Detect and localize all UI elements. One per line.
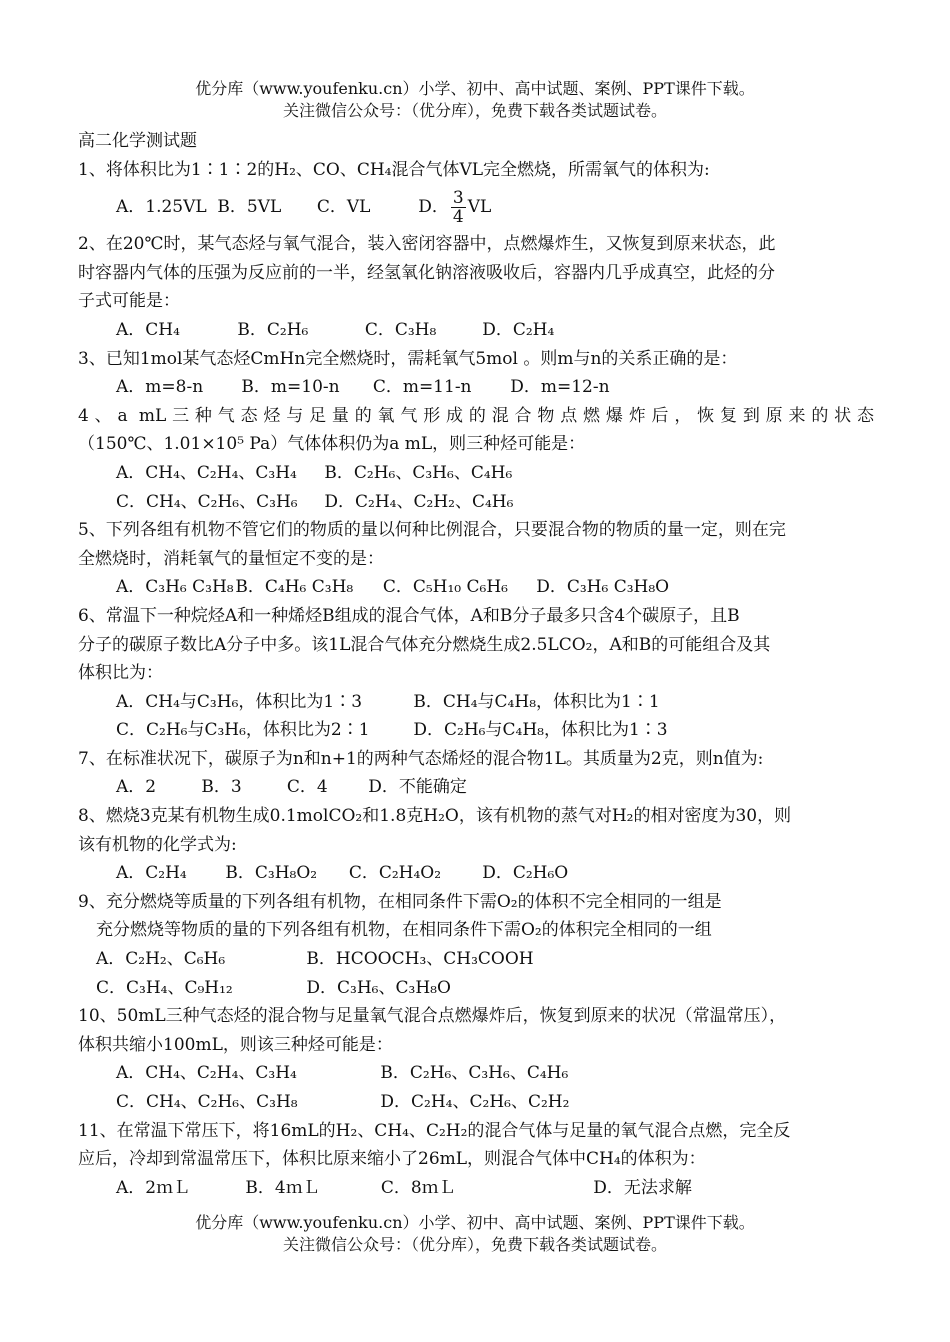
question-9-line-2: 充分燃烧等物质的量的下列各组有机物，在相同条件下需O₂的体积完全相同的一组 xyxy=(96,920,712,941)
question-9-options-row-2 xyxy=(78,974,874,1003)
question-11-line-1: 11、在常温下常压下，将16mL的H₂、CH₄、C₂H₂的混合气体与足量的氧气混合点燃，完全反 xyxy=(78,1120,791,1141)
q5-option-b: B．C₄H₆ C₃H₈ xyxy=(235,577,354,598)
q7-option-b: B．3 xyxy=(201,777,242,798)
question-6-line-3: 体积比为： xyxy=(78,663,163,684)
question-6-line-1: 6、常温下一种烷烃A和一种烯烃B组成的混合气体，A和B分子最多只含4个碳原子，且B xyxy=(78,605,740,626)
page-header xyxy=(0,78,950,122)
q9-option-c: C．C₃H₄、C₉H₁₂ xyxy=(96,977,233,998)
question-8-line-2: 该有机物的化学式为: xyxy=(78,834,237,855)
footer-line-2: 关注微信公众号：（优分库），免费下载各类试题试卷。 xyxy=(282,1235,667,1254)
q2-option-b: B．C₂H₆ xyxy=(237,319,309,340)
q7-option-c: C．4 xyxy=(286,777,328,798)
q9-option-a: A．C₂H₂、C₆H₆ xyxy=(96,949,226,970)
question-6-options-row-1 xyxy=(78,688,874,717)
question-7-options xyxy=(78,773,874,802)
question-6-options-row-2 xyxy=(78,716,874,745)
q11-option-c: C．8ｍＬ xyxy=(380,1177,456,1198)
q3-option-b: B．m=10-n xyxy=(241,377,340,398)
question-2-line-1: 2、在20℃时，某气态烃与氧气混合，装入密闭容器中，点燃爆炸生，又恢复到原来状态，此 xyxy=(78,234,776,255)
q3-option-a: A．m=8-n xyxy=(116,377,204,398)
header-line-1: 优分库（www.youfenku.cn）小学、初中、高中试题、案例、PPT课件下载。 xyxy=(195,79,755,98)
q3-option-c: C．m=11-n xyxy=(372,377,472,398)
q2-option-d: D．C₂H₄ xyxy=(482,319,555,340)
footer-line-1: 优分库（www.youfenku.cn）小学、初中、高中试题、案例、PPT课件下载。 xyxy=(195,1213,755,1232)
question-6-line-2: 分子的碳原子数比A分子中多。该1L混合气体充分燃烧生成2.5LCO₂，A和B的可能组合及其 xyxy=(78,634,771,655)
q1-option-c: C．VL xyxy=(316,197,371,218)
question-7: 7、在标准状况下，碳原子为n和n+1的两种气态烯烃的混合物1L。其质量为2克，则n值为: xyxy=(78,748,764,769)
exam-body xyxy=(78,127,874,1202)
fraction-denominator: 4 xyxy=(452,207,464,228)
q10-option-c: C．CH₄、C₂H₆、C₃H₈ xyxy=(116,1092,298,1112)
question-3-options xyxy=(78,373,874,402)
exam-title: 高二化学测试题 xyxy=(78,131,197,151)
q6-option-b: B．CH₄与C₄H₈，体积比为1∶1 xyxy=(413,691,660,712)
q1-option-d xyxy=(418,184,491,230)
fraction xyxy=(451,189,466,226)
q4-option-b: B．C₂H₆、C₃H₆、C₄H₆ xyxy=(324,462,513,483)
q11-option-d: D．无法求解 xyxy=(593,1177,692,1198)
fraction-numerator: 3 xyxy=(452,188,464,209)
q1-option-d-suffix: VL xyxy=(467,197,492,218)
question-11-line-2: 应后，冷却到常温常压下，体积比原来缩小了26mL，则混合气体中CH₄的体积为： xyxy=(78,1149,706,1170)
q7-option-a: A．2 xyxy=(116,777,157,798)
question-10-options-row-1 xyxy=(78,1059,874,1088)
q10-option-b: B．C₂H₆、C₃H₆、C₄H₆ xyxy=(380,1063,569,1084)
q7-option-d: D．不能确定 xyxy=(368,777,467,798)
q9-option-d: D．C₃H₆、C₃H₈O xyxy=(306,977,451,998)
question-2-line-3: 子式可能是： xyxy=(78,291,180,312)
question-4-line-1: 4、a mL三种气态烃与足量的氧气形成的混合物点燃爆炸后，恢复到原来的状态 xyxy=(78,405,874,426)
question-10-options-row-2 xyxy=(78,1088,874,1117)
question-4-line-2: （150℃、1.01×10⁵ Pa）气体体积仍为a mL，则三种烃可能是： xyxy=(78,434,586,455)
q4-option-d: D．C₂H₄、C₂H₂、C₄H₆ xyxy=(324,491,514,512)
q6-option-a: A．CH₄与C₃H₆，体积比为1∶3 xyxy=(116,691,363,712)
q10-option-d: D．C₂H₄、C₂H₆、C₂H₂ xyxy=(380,1092,570,1112)
q8-option-b: B．C₃H₈O₂ xyxy=(225,863,318,884)
question-10-line-1: 10、50mL三种气态烃的混合物与足量氧气混合点燃爆炸后，恢复到原来的状况（常温常压）， xyxy=(78,1006,787,1027)
question-8-line-1: 8、燃烧3克某有机物生成0.1molCO₂和1.8克H₂O，该有机物的蒸气对H₂的相对密度为30，则 xyxy=(78,806,792,827)
question-4-options-row-2 xyxy=(78,488,874,517)
q4-option-c: C．CH₄、C₂H₆、C₃H₆ xyxy=(116,491,298,512)
q8-option-a: A．C₂H₄ xyxy=(116,863,187,884)
header-line-2: 关注微信公众号：（优分库），免费下载各类试题试卷。 xyxy=(282,101,667,120)
q3-option-d: D．m=12-n xyxy=(510,377,610,398)
q1-option-d-prefix: D． xyxy=(418,197,449,218)
q2-option-c: C．C₃H₈ xyxy=(364,319,437,340)
q9-option-b: B．HCOOCH₃、CH₃COOH xyxy=(306,949,534,970)
q8-option-c: C．C₂H₄O₂ xyxy=(348,863,442,884)
question-1-options xyxy=(78,184,874,230)
q1-option-b: B．5VL xyxy=(217,197,282,218)
question-8-options xyxy=(78,859,874,888)
q1-option-a: A．1.25VL xyxy=(116,197,207,218)
q11-option-a: A．2ｍＬ xyxy=(116,1177,191,1198)
question-5-line-2: 全燃烧时，消耗氧气的量恒定不变的是： xyxy=(78,548,384,569)
question-10-line-2: 体积共缩小100mL，则该三种烃可能是： xyxy=(78,1034,393,1055)
question-2-line-2: 时容器内气体的压强为反应前的一半，经氢氧化钠溶液吸收后，容器内几乎成真空，此烃的分 xyxy=(78,262,775,283)
question-1: 1、将体积比为1∶1∶2的H₂、CO、CH₄混合气体VL完全燃烧，所需氧气的体积为: xyxy=(78,159,710,180)
question-4-options-row-1 xyxy=(78,459,874,488)
q6-option-c: C．C₂H₆与C₃H₆，体积比为2∶1 xyxy=(116,720,370,741)
question-9-options-row-1 xyxy=(78,945,874,974)
question-2-options xyxy=(78,316,874,345)
q2-option-a: A．CH₄ xyxy=(116,319,180,340)
q5-option-c: C．C₅H₁₀ C₆H₆ xyxy=(382,577,508,598)
q11-option-b: B．4ｍＬ xyxy=(245,1177,320,1198)
question-3: 3、已知1mol某气态烃CmHn完全燃烧时，需耗氧气5mol 。则m与n的关系正确的是： xyxy=(78,348,738,369)
q5-option-a: A．C₃H₆ C₃H₈ xyxy=(116,577,234,598)
q4-option-a: A．CH₄、C₂H₄、C₃H₄ xyxy=(116,462,297,483)
question-5-line-1: 5、下列各组有机物不管它们的物质的量以何种比例混合，只要混合物的物质的量一定，则在完 xyxy=(78,520,786,541)
question-9-line-1: 9、充分燃烧等质量的下列各组有机物，在相同条件下需O₂的体积不完全相同的一组是 xyxy=(78,891,722,912)
q8-option-d: D．C₂H₆O xyxy=(482,863,569,884)
q6-option-d: D．C₂H₆与C₄H₈，体积比为1∶3 xyxy=(413,720,668,741)
question-11-options xyxy=(78,1174,874,1203)
page-footer xyxy=(0,1212,950,1256)
q10-option-a: A．CH₄、C₂H₄、C₃H₄ xyxy=(116,1063,297,1084)
q5-option-d: D．C₃H₆ C₃H₈O xyxy=(536,577,670,598)
question-5-options xyxy=(78,573,874,602)
